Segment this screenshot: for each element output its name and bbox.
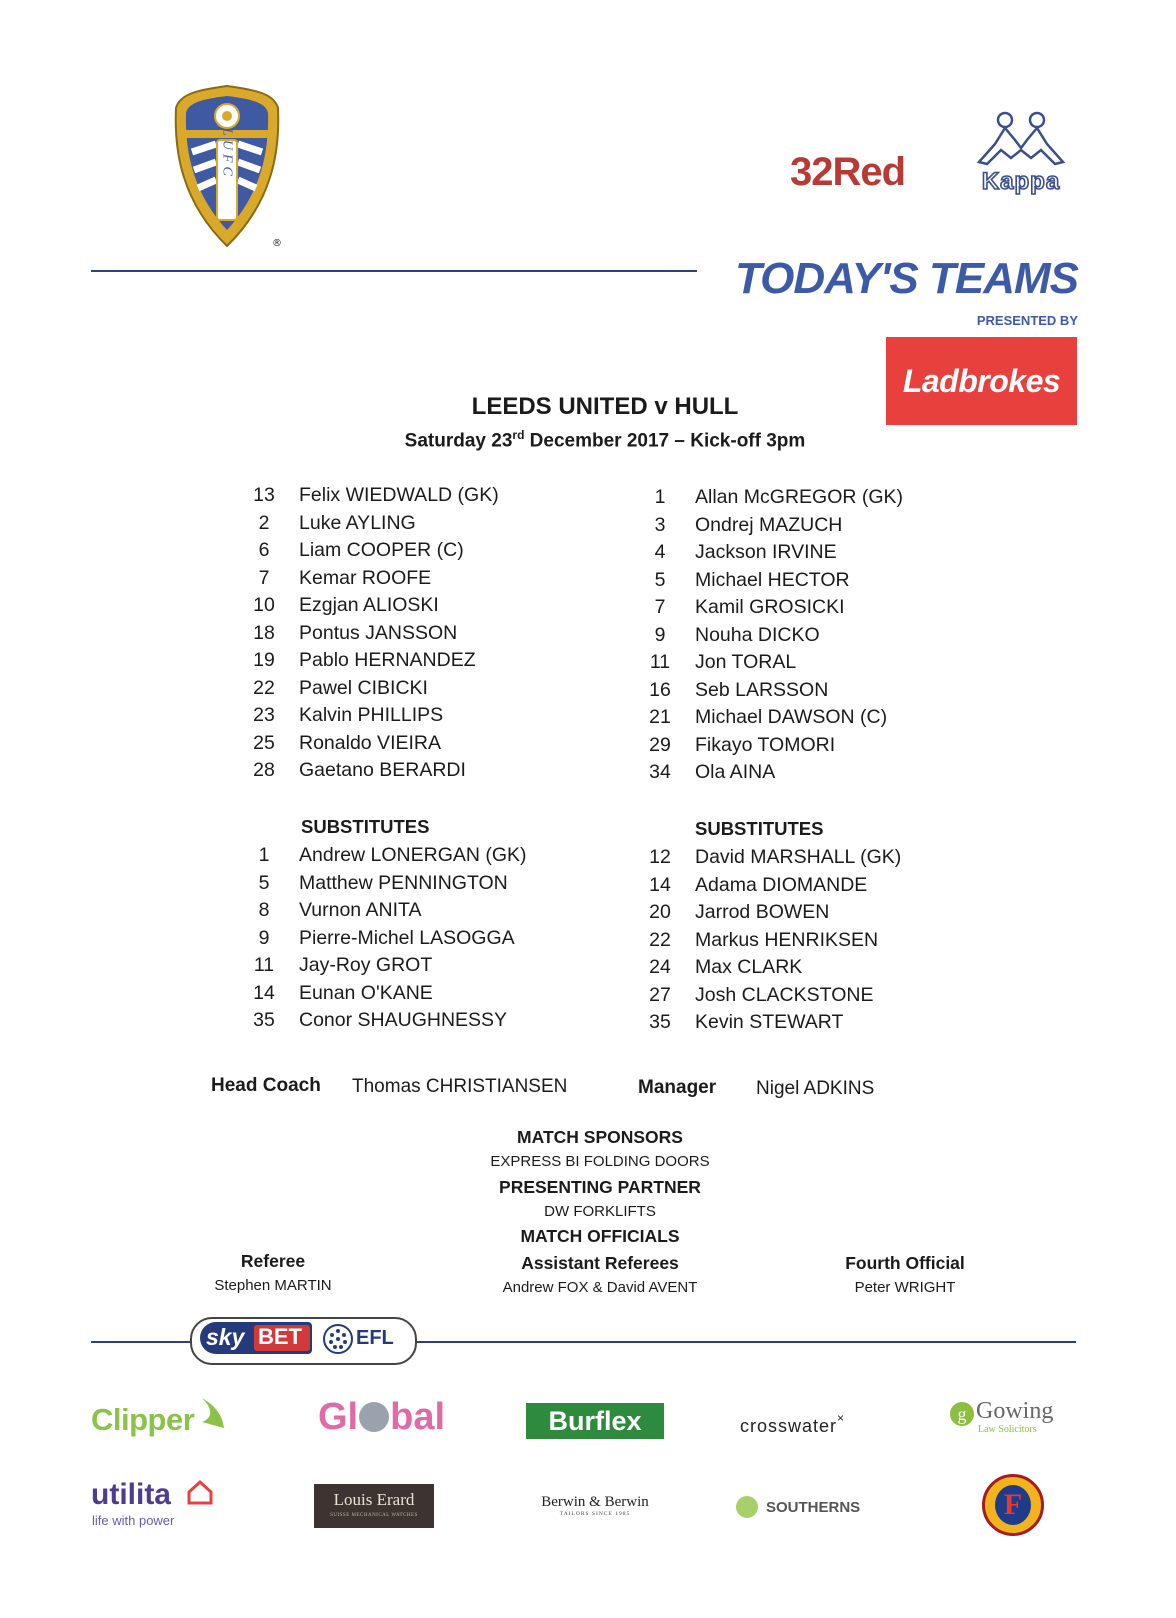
crosswater-logo [740,1411,845,1437]
player-row [643,596,943,620]
player-name: Jay-Roy GROT [299,954,433,976]
player-number: 10 [253,594,275,616]
utilita-logo [91,1478,171,1512]
kappa-logo-text: Kappa [981,168,1061,195]
player-row [247,954,567,978]
player-name: Andrew LONERGAN (GK) [299,844,527,866]
player-row [643,1011,963,1035]
player-row [247,899,567,923]
burflex-text: Burflex [548,1405,642,1436]
player-number: 12 [649,846,671,868]
player-name: Seb LARSSON [695,678,829,701]
player-name: Adama DIOMANDE [695,873,868,896]
player-row [643,761,943,785]
player-row [247,759,547,783]
player-row [247,512,547,536]
player-name: Kamil GROSICKI [695,596,845,618]
player-number: 1 [258,844,270,866]
player-row [247,594,547,618]
gowing-subtext: Law Solicitors [978,1424,1037,1435]
player-row [247,484,547,508]
crosswater-x-icon: × [837,1411,846,1425]
southerns-text: SOUTHERNS [766,1499,861,1516]
utilita-text: utilita [91,1478,171,1511]
player-name: Matthew PENNINGTON [299,871,508,894]
player-row [247,622,547,646]
player-name: Kevin STEWART [695,1011,844,1033]
referee-name: Stephen MARTIN [214,1277,332,1294]
assistant-referees-label: Assistant Referees [521,1253,679,1273]
player-name: Allan McGREGOR (GK) [695,486,904,508]
assistant-referees-names: Andrew FOX & David AVENT [502,1279,698,1296]
player-name: Conor SHAUGHNESSY [299,1009,508,1031]
player-number: 4 [654,541,666,563]
louis-erard-logo [314,1484,434,1528]
player-name: Jon TORAL [695,651,797,673]
player-number: 5 [654,568,666,591]
player-row [247,704,547,728]
home-coach-label: Head Coach [211,1075,321,1096]
global-text-post: bal [390,1396,446,1438]
gowing-g-icon: g [950,1402,974,1426]
player-number: 1 [654,486,666,508]
player-number: 21 [649,706,671,728]
player-row [247,872,567,896]
home-starters [247,484,547,781]
player-number: 22 [253,676,275,699]
player-number: 6 [258,539,270,561]
player-row [247,927,567,951]
player-number: 11 [253,954,275,976]
player-number: 34 [649,761,671,783]
player-row [643,956,963,980]
player-row [247,677,547,701]
player-name: Eunan O'KANE [299,981,433,1004]
player-name: Pontus JANSSON [299,621,458,644]
global-logo [318,1396,445,1439]
player-number: 7 [654,596,666,618]
player-name: Felix WIEDWALD (GK) [299,484,499,506]
player-number: 22 [649,928,671,951]
player-name: Gaetano BERARDI [299,759,466,781]
player-number: 11 [649,651,671,673]
player-name: Kemar ROOFE [299,566,432,589]
player-name: David MARSHALL (GK) [695,846,902,868]
player-number: 13 [253,484,275,506]
fourth-official-name: Peter WRIGHT [854,1279,956,1296]
berwin-subtext: TAILORS SINCE 1985 [559,1511,631,1517]
player-row [643,679,943,703]
player-number: 27 [649,983,671,1006]
player-number: 3 [654,513,666,536]
player-name: Vurnon ANITA [299,899,422,921]
home-subs [247,844,567,1044]
player-number: 23 [253,704,275,726]
player-name: Ola AINA [695,761,776,783]
efl-text: EFL [356,1327,394,1349]
player-row [643,846,963,870]
fosters-f-text: F [1003,1488,1023,1521]
sponsor-32red-logo: 32Red [790,150,906,194]
global-text-pre: Gl [318,1396,359,1438]
player-number: 20 [649,901,671,923]
crosswater-text: crosswater [740,1416,838,1436]
registered-mark: ® [272,238,282,249]
presented-by-label: PRESENTED BY [976,313,1078,328]
crest-letters: LUFC [219,128,235,180]
player-row [247,649,547,673]
efl-ball-icon [322,1323,354,1355]
player-row [247,1009,567,1033]
player-row [643,984,963,1008]
away-coach-name: Nigel ADKINS [756,1078,875,1099]
utilita-house-icon [186,1478,214,1506]
away-starters [643,486,943,783]
player-number: 2 [258,511,270,534]
player-name: Luke AYLING [299,511,416,534]
player-name: Pablo HERNANDEZ [299,649,476,671]
home-subs-heading: SUBSTITUTES [301,816,430,837]
player-row [643,486,943,510]
page-title: TODAY'S TEAMS [735,254,1078,303]
player-row [643,651,943,675]
player-number: 5 [258,871,270,894]
referee-label: Referee [240,1251,306,1271]
player-name: Jackson IRVINE [695,541,837,563]
home-coach-name: Thomas CHRISTIANSEN [352,1076,568,1097]
match-sponsors-label: MATCH SPONSORS [517,1127,683,1147]
player-number: 9 [654,623,666,646]
player-number: 24 [649,956,671,978]
player-row [643,541,943,565]
player-number: 28 [253,759,275,781]
player-number: 29 [649,733,671,756]
player-row [643,706,943,730]
player-number: 14 [649,873,671,896]
away-subs [643,846,963,1046]
fosters-inner [995,1485,1031,1525]
player-name: Max CLARK [695,956,803,978]
presenting-partner-value: DW FORKLIFTS [544,1203,656,1220]
player-number: 19 [253,649,275,671]
match-sponsors-value: EXPRESS BI FOLDING DOORS [490,1153,710,1170]
player-row [247,982,567,1006]
player-row [247,844,567,868]
player-number: 25 [253,731,275,754]
player-name: Liam COOPER (C) [299,539,464,561]
player-name: Ronaldo VIEIRA [299,731,441,754]
player-number: 35 [649,1011,671,1033]
player-name: Ezgjan ALIOSKI [299,594,439,616]
fosters-logo [982,1474,1044,1536]
player-name: Pawel CIBICKI [299,676,428,699]
louis-erard-subtext: SUISSE MECHANICAL WATCHES [330,1513,418,1518]
berwin-text: Berwin & Berwin [541,1494,649,1510]
bet-text: BET [258,1324,302,1349]
presenting-partner-label: PRESENTING PARTNER [499,1177,701,1197]
player-name: Kalvin PHILLIPS [299,704,444,726]
match-title: LEEDS UNITED v HULL [471,393,739,420]
louis-erard-text: Louis Erard [333,1490,415,1509]
utilita-tagline: life with power [92,1513,175,1528]
player-row [247,732,547,756]
sky-text: sky [206,1324,245,1350]
player-name: Nouha DICKO [695,623,820,646]
match-date: Saturday 23rd December 2017 – Kick-off 3pm [404,428,806,452]
gowing-text: Gowing [976,1398,1054,1424]
player-name: Markus HENRIKSEN [695,928,879,951]
player-name: Jarrod BOWEN [695,901,830,923]
away-coach-label: Manager [638,1077,717,1098]
player-number: 8 [258,899,270,921]
player-row [643,569,943,593]
fourth-official-label: Fourth Official [845,1253,965,1273]
clipper-text: Clipper [91,1402,195,1437]
player-number: 14 [253,981,275,1004]
header-divider [91,270,697,272]
player-row [643,734,943,758]
berwin-logo [520,1494,670,1517]
player-row [643,624,943,648]
player-name: Michael HECTOR [695,568,850,591]
player-row [247,567,547,591]
player-name: Fikayo TOMORI [695,733,836,756]
leeds-crest-icon [172,82,282,250]
player-name: Josh CLACKSTONE [695,983,874,1006]
clipper-swoosh-icon [198,1396,226,1430]
player-number: 7 [258,566,270,589]
burflex-logo [526,1403,664,1439]
player-number: 18 [253,621,275,644]
player-row [643,929,963,953]
player-number: 16 [649,678,671,701]
match-officials-label: MATCH OFFICIALS [520,1226,680,1246]
player-row [643,514,943,538]
ladbrokes-logo: Ladbrokes [886,337,1077,425]
globe-icon [359,1402,389,1432]
player-name: Michael DAWSON (C) [695,706,888,728]
away-subs-heading: SUBSTITUTES [695,818,824,839]
player-row [643,901,963,925]
player-row [643,874,963,898]
player-name: Pierre-Michel LASOGGA [299,926,515,949]
player-row [247,539,547,563]
southerns-icon [736,1496,758,1518]
player-name: Ondrej MAZUCH [695,513,843,536]
player-number: 35 [253,1009,275,1031]
clipper-logo [91,1402,194,1438]
player-number: 9 [258,926,270,949]
